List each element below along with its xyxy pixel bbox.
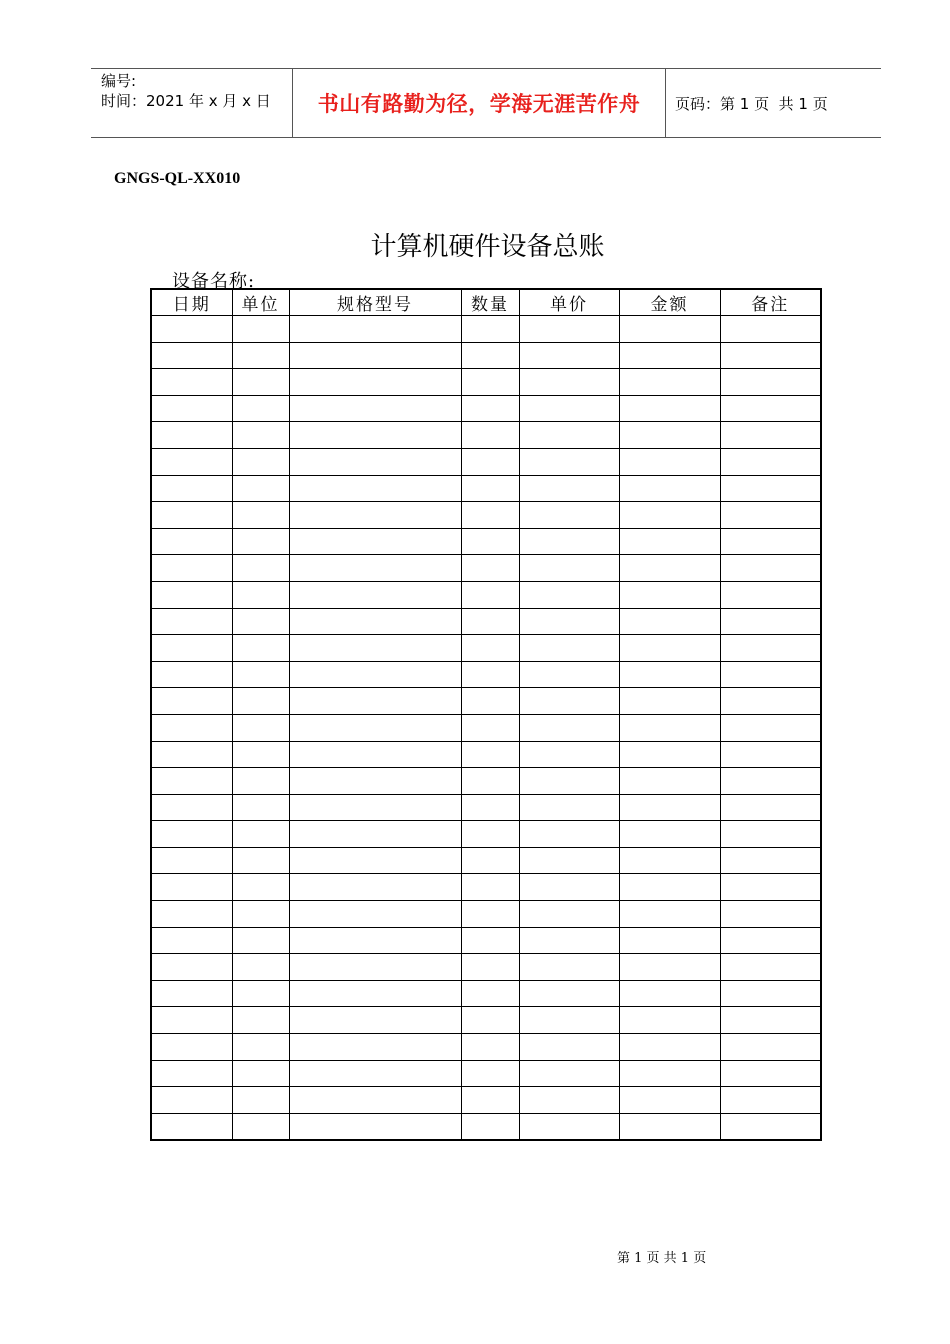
- table-cell: [289, 688, 461, 715]
- table-cell: [519, 422, 619, 449]
- table-cell: [289, 555, 461, 582]
- table-cell: [151, 927, 232, 954]
- table-cell: [720, 1087, 821, 1114]
- table-row: [151, 475, 821, 502]
- table-cell: [720, 954, 821, 981]
- table-cell: [461, 874, 519, 901]
- page-header: [91, 68, 881, 138]
- table-cell: [461, 901, 519, 928]
- table-cell: [289, 874, 461, 901]
- table-cell: [289, 1113, 461, 1140]
- table-cell: [619, 1060, 720, 1087]
- table-cell: [619, 847, 720, 874]
- table-cell: [519, 980, 619, 1007]
- table-cell: [619, 821, 720, 848]
- table-cell: [619, 794, 720, 821]
- table-cell: [289, 980, 461, 1007]
- header-divider: [665, 69, 666, 137]
- table-cell: [461, 635, 519, 662]
- table-cell: [151, 901, 232, 928]
- table-cell: [461, 1034, 519, 1061]
- table-cell: [720, 316, 821, 343]
- table-cell: [461, 475, 519, 502]
- table-cell: [461, 1007, 519, 1034]
- table-cell: [461, 555, 519, 582]
- table-row: [151, 927, 821, 954]
- table-row: [151, 422, 821, 449]
- table-cell: [619, 369, 720, 396]
- table-cell: [619, 448, 720, 475]
- table-cell: [151, 1034, 232, 1061]
- table-row: [151, 821, 821, 848]
- table-cell: [289, 448, 461, 475]
- table-cell: [151, 395, 232, 422]
- column-header-model: 规格型号: [289, 289, 461, 316]
- table-cell: [619, 1087, 720, 1114]
- table-cell: [289, 1007, 461, 1034]
- table-cell: [619, 1034, 720, 1061]
- table-cell: [720, 1007, 821, 1034]
- table-cell: [619, 316, 720, 343]
- table-cell: [519, 901, 619, 928]
- table-cell: [151, 741, 232, 768]
- table-row: [151, 1087, 821, 1114]
- column-header-quantity: 数量: [461, 289, 519, 316]
- column-header-amount: 金额: [619, 289, 720, 316]
- table-row: [151, 395, 821, 422]
- table-cell: [461, 369, 519, 396]
- table-cell: [151, 448, 232, 475]
- table-row: [151, 980, 821, 1007]
- table-cell: [519, 528, 619, 555]
- table-cell: [519, 954, 619, 981]
- table-cell: [519, 688, 619, 715]
- table-cell: [461, 661, 519, 688]
- table-cell: [461, 741, 519, 768]
- table-cell: [461, 1087, 519, 1114]
- table-row: [151, 581, 821, 608]
- table-cell: [461, 847, 519, 874]
- table-cell: [232, 794, 289, 821]
- table-cell: [720, 821, 821, 848]
- table-cell: [289, 741, 461, 768]
- table-cell: [519, 661, 619, 688]
- table-cell: [720, 661, 821, 688]
- table-cell: [720, 1113, 821, 1140]
- table-cell: [461, 448, 519, 475]
- table-cell: [461, 794, 519, 821]
- table-cell: [289, 635, 461, 662]
- table-cell: [461, 342, 519, 369]
- table-cell: [720, 688, 821, 715]
- table-cell: [519, 874, 619, 901]
- table-cell: [519, 635, 619, 662]
- table-cell: [151, 1087, 232, 1114]
- table-cell: [289, 528, 461, 555]
- table-cell: [232, 901, 289, 928]
- table-cell: [720, 714, 821, 741]
- table-cell: [461, 395, 519, 422]
- table-cell: [519, 502, 619, 529]
- table-cell: [519, 316, 619, 343]
- table-cell: [519, 342, 619, 369]
- table-cell: [232, 1113, 289, 1140]
- table-row: [151, 369, 821, 396]
- column-header-unit-price: 单价: [519, 289, 619, 316]
- table-cell: [289, 1087, 461, 1114]
- table-cell: [519, 475, 619, 502]
- table-cell: [232, 927, 289, 954]
- table-cell: [619, 1007, 720, 1034]
- table-cell: [461, 608, 519, 635]
- table-cell: [461, 927, 519, 954]
- table-cell: [289, 714, 461, 741]
- table-cell: [151, 768, 232, 795]
- table-row: [151, 794, 821, 821]
- table-cell: [461, 768, 519, 795]
- table-cell: [232, 395, 289, 422]
- table-cell: [151, 794, 232, 821]
- table-cell: [232, 821, 289, 848]
- column-header-date: 日期: [151, 289, 232, 316]
- table-cell: [232, 608, 289, 635]
- table-cell: [151, 316, 232, 343]
- table-cell: [232, 661, 289, 688]
- table-cell: [151, 847, 232, 874]
- table-cell: [289, 1060, 461, 1087]
- header-meta: [101, 71, 271, 111]
- table-cell: [232, 874, 289, 901]
- table-cell: [619, 741, 720, 768]
- table-cell: [232, 555, 289, 582]
- header-page-number: 页码：第 1 页 共 1 页: [675, 94, 828, 113]
- table-cell: [232, 581, 289, 608]
- table-cell: [619, 395, 720, 422]
- table-cell: [720, 422, 821, 449]
- table-row: [151, 1113, 821, 1140]
- table-cell: [461, 502, 519, 529]
- table-cell: [619, 954, 720, 981]
- table-cell: [519, 448, 619, 475]
- table-cell: [519, 1034, 619, 1061]
- table-cell: [151, 821, 232, 848]
- table-row: [151, 741, 821, 768]
- table-cell: [619, 927, 720, 954]
- table-cell: [151, 635, 232, 662]
- table-cell: [151, 688, 232, 715]
- table-row: [151, 847, 821, 874]
- header-motto: 书山有路勤为径，学海无涯苦作舟: [317, 92, 641, 116]
- table-cell: [151, 714, 232, 741]
- table-row: [151, 688, 821, 715]
- table-header-row: [151, 289, 821, 316]
- table-cell: [619, 581, 720, 608]
- table-cell: [232, 528, 289, 555]
- table-cell: [720, 555, 821, 582]
- table-cell: [151, 1007, 232, 1034]
- table-cell: [232, 1087, 289, 1114]
- table-cell: [151, 1060, 232, 1087]
- table-cell: [519, 555, 619, 582]
- table-cell: [289, 475, 461, 502]
- table-cell: [232, 369, 289, 396]
- table-cell: [289, 581, 461, 608]
- table-cell: [232, 741, 289, 768]
- table-cell: [461, 1113, 519, 1140]
- table-cell: [619, 422, 720, 449]
- table-cell: [151, 954, 232, 981]
- table-cell: [519, 1087, 619, 1114]
- table-row: [151, 555, 821, 582]
- table-cell: [151, 342, 232, 369]
- table-cell: [461, 714, 519, 741]
- ledger-table: [150, 288, 822, 1141]
- table-row: [151, 954, 821, 981]
- table-cell: [720, 794, 821, 821]
- table-cell: [151, 581, 232, 608]
- table-cell: [289, 422, 461, 449]
- table-row: [151, 528, 821, 555]
- table-cell: [519, 714, 619, 741]
- table-row: [151, 1007, 821, 1034]
- table-cell: [519, 794, 619, 821]
- table-cell: [289, 821, 461, 848]
- table-cell: [461, 581, 519, 608]
- table-cell: [519, 1007, 619, 1034]
- table-row: [151, 1060, 821, 1087]
- table-cell: [289, 768, 461, 795]
- table-cell: [289, 502, 461, 529]
- table-cell: [232, 448, 289, 475]
- table-cell: [232, 980, 289, 1007]
- device-name-label: 设备名称:: [172, 271, 256, 292]
- table-row: [151, 768, 821, 795]
- number-label: 编号:: [101, 72, 137, 90]
- table-cell: [720, 608, 821, 635]
- table-cell: [720, 342, 821, 369]
- table-cell: [720, 528, 821, 555]
- table-cell: [232, 475, 289, 502]
- table-cell: [519, 741, 619, 768]
- document-code: GNGS-QL-XX010: [114, 170, 241, 187]
- table-cell: [151, 502, 232, 529]
- table-cell: [519, 821, 619, 848]
- table-cell: [619, 980, 720, 1007]
- table-cell: [720, 448, 821, 475]
- table-cell: [519, 1060, 619, 1087]
- table-cell: [720, 581, 821, 608]
- table-cell: [519, 395, 619, 422]
- table-cell: [619, 555, 720, 582]
- table-cell: [720, 847, 821, 874]
- table-cell: [289, 661, 461, 688]
- table-row: [151, 901, 821, 928]
- table-cell: [232, 1060, 289, 1087]
- table-cell: [619, 688, 720, 715]
- table-cell: [720, 768, 821, 795]
- table-cell: [151, 369, 232, 396]
- table-cell: [519, 768, 619, 795]
- table-cell: [720, 901, 821, 928]
- table-cell: [232, 422, 289, 449]
- table-cell: [619, 342, 720, 369]
- table-cell: [619, 901, 720, 928]
- table-cell: [720, 369, 821, 396]
- table-cell: [461, 980, 519, 1007]
- table-cell: [720, 927, 821, 954]
- table-cell: [289, 316, 461, 343]
- column-header-unit: 单位: [232, 289, 289, 316]
- table-cell: [461, 316, 519, 343]
- table-cell: [720, 980, 821, 1007]
- table-row: [151, 874, 821, 901]
- table-row: [151, 635, 821, 662]
- table-row: [151, 661, 821, 688]
- table-cell: [289, 1034, 461, 1061]
- table-cell: [289, 794, 461, 821]
- table-row: [151, 608, 821, 635]
- table-cell: [289, 847, 461, 874]
- table-cell: [619, 528, 720, 555]
- table-row: [151, 714, 821, 741]
- page-title: 计算机硬件设备总账: [370, 232, 605, 262]
- table-cell: [461, 954, 519, 981]
- table-cell: [151, 422, 232, 449]
- table-cell: [519, 581, 619, 608]
- table-row: [151, 448, 821, 475]
- table-cell: [232, 342, 289, 369]
- table-cell: [720, 395, 821, 422]
- table-cell: [151, 980, 232, 1007]
- table-cell: [519, 608, 619, 635]
- table-cell: [720, 475, 821, 502]
- table-cell: [720, 1034, 821, 1061]
- table-cell: [289, 342, 461, 369]
- table-cell: [461, 528, 519, 555]
- table-row: [151, 316, 821, 343]
- table-cell: [619, 608, 720, 635]
- table-cell: [720, 635, 821, 662]
- table-cell: [232, 1034, 289, 1061]
- table-cell: [720, 874, 821, 901]
- table-cell: [461, 688, 519, 715]
- table-cell: [720, 502, 821, 529]
- table-row: [151, 342, 821, 369]
- table-cell: [151, 608, 232, 635]
- table-cell: [232, 316, 289, 343]
- table-cell: [289, 608, 461, 635]
- table-cell: [619, 768, 720, 795]
- table-cell: [519, 927, 619, 954]
- table-cell: [519, 847, 619, 874]
- table-cell: [289, 901, 461, 928]
- table-cell: [151, 874, 232, 901]
- table-cell: [619, 475, 720, 502]
- table-cell: [619, 635, 720, 662]
- table-cell: [289, 395, 461, 422]
- table-cell: [289, 369, 461, 396]
- table-cell: [232, 954, 289, 981]
- table-cell: [289, 927, 461, 954]
- table-body: [151, 316, 821, 1141]
- table-cell: [461, 422, 519, 449]
- table-cell: [232, 714, 289, 741]
- table-cell: [461, 821, 519, 848]
- table-cell: [232, 847, 289, 874]
- table-cell: [151, 475, 232, 502]
- table-cell: [519, 1113, 619, 1140]
- table-cell: [232, 688, 289, 715]
- table-cell: [619, 714, 720, 741]
- table-cell: [232, 502, 289, 529]
- table-cell: [619, 874, 720, 901]
- table-cell: [720, 1060, 821, 1087]
- table-cell: [151, 661, 232, 688]
- time-label: 时间：2021 年 x 月 x 日: [101, 92, 271, 110]
- table-row: [151, 502, 821, 529]
- table-cell: [519, 369, 619, 396]
- page-footer: 第 1 页 共 1 页: [617, 1251, 707, 1266]
- table-cell: [151, 1113, 232, 1140]
- table-cell: [619, 502, 720, 529]
- table-cell: [232, 1007, 289, 1034]
- table-cell: [289, 954, 461, 981]
- table-row: [151, 1034, 821, 1061]
- table-cell: [232, 768, 289, 795]
- table-cell: [151, 555, 232, 582]
- table-cell: [619, 661, 720, 688]
- table-cell: [232, 635, 289, 662]
- table-cell: [619, 1113, 720, 1140]
- table-cell: [720, 741, 821, 768]
- table-cell: [151, 528, 232, 555]
- column-header-remarks: 备注: [720, 289, 821, 316]
- table-cell: [461, 1060, 519, 1087]
